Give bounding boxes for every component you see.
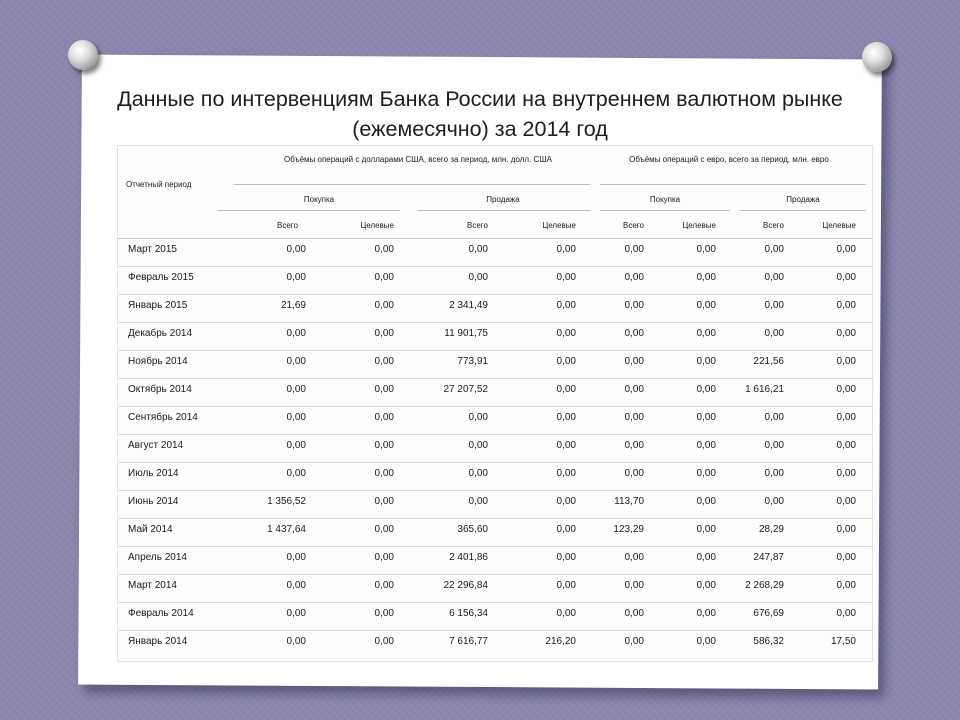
value-cell: 0,00 [556, 356, 576, 367]
value-cell: 0,00 [286, 636, 306, 647]
header-divider [234, 184, 590, 185]
value-cell: 0,00 [836, 440, 856, 451]
period-cell: Октябрь 2014 [128, 384, 192, 395]
row-divider [118, 266, 872, 267]
value-cell: 0,00 [374, 608, 394, 619]
value-cell: 0,00 [624, 580, 644, 591]
value-cell: 0,00 [696, 496, 716, 507]
value-cell: 0,00 [836, 468, 856, 479]
row-divider [118, 574, 872, 575]
value-cell: 365,60 [457, 524, 488, 535]
row-divider [118, 462, 872, 463]
value-cell: 0,00 [624, 412, 644, 423]
value-cell: 0,00 [764, 468, 784, 479]
value-cell: 2 341,49 [449, 300, 488, 311]
value-cell: 0,00 [836, 524, 856, 535]
value-cell: 0,00 [764, 244, 784, 255]
value-cell: 0,00 [836, 272, 856, 283]
value-cell: 0,00 [764, 496, 784, 507]
value-cell: 0,00 [696, 524, 716, 535]
header-bottom-rule [118, 238, 872, 239]
period-cell: Июнь 2014 [128, 496, 179, 507]
period-cell: Июль 2014 [128, 468, 179, 479]
col-total-header: Всего [467, 221, 488, 230]
row-divider [118, 630, 872, 631]
value-cell: 0,00 [836, 384, 856, 395]
value-cell: 0,00 [764, 328, 784, 339]
value-cell: 0,00 [374, 272, 394, 283]
value-cell: 0,00 [374, 300, 394, 311]
value-cell: 0,00 [374, 468, 394, 479]
header-divider [218, 210, 400, 211]
value-cell: 0,00 [624, 384, 644, 395]
value-cell: 586,32 [753, 636, 784, 647]
value-cell: 0,00 [374, 328, 394, 339]
value-cell: 0,00 [624, 272, 644, 283]
value-cell: 1 616,21 [745, 384, 784, 395]
pushpin-icon [862, 42, 892, 72]
value-cell: 0,00 [836, 244, 856, 255]
value-cell: 0,00 [374, 580, 394, 591]
value-cell: 0,00 [556, 272, 576, 283]
value-cell: 0,00 [696, 440, 716, 451]
header-divider [600, 184, 866, 185]
period-cell: Апрель 2014 [128, 552, 187, 563]
row-divider [118, 406, 872, 407]
row-divider [118, 490, 872, 491]
value-cell: 0,00 [696, 300, 716, 311]
value-cell: 0,00 [556, 524, 576, 535]
value-cell: 0,00 [624, 608, 644, 619]
period-cell: Март 2015 [128, 244, 177, 255]
period-cell: Февраль 2015 [128, 272, 194, 283]
period-cell: Май 2014 [128, 524, 173, 535]
value-cell: 123,29 [613, 524, 644, 535]
value-cell: 0,00 [286, 272, 306, 283]
value-cell: 0,00 [374, 524, 394, 535]
value-cell: 0,00 [374, 552, 394, 563]
pushpin-icon [68, 40, 98, 70]
row-divider [118, 434, 872, 435]
value-cell: 17,50 [830, 636, 856, 647]
value-cell: 6 156,34 [449, 608, 488, 619]
value-cell: 0,00 [696, 328, 716, 339]
value-cell: 2 268,29 [745, 580, 784, 591]
value-cell: 7 616,77 [449, 636, 488, 647]
value-cell: 0,00 [836, 496, 856, 507]
value-cell: 0,00 [836, 552, 856, 563]
row-divider [118, 378, 872, 379]
usd-group-header: Объёмы операций с долларами США, всего за период, млн. долл. США [284, 155, 552, 164]
value-cell: 0,00 [836, 608, 856, 619]
value-cell: 0,00 [374, 384, 394, 395]
value-cell: 27 207,52 [443, 384, 488, 395]
usd-buy-header: Покупка [303, 195, 335, 204]
value-cell: 0,00 [696, 244, 716, 255]
value-cell: 0,00 [374, 496, 394, 507]
period-cell: Февраль 2014 [128, 608, 194, 619]
value-cell: 0,00 [286, 328, 306, 339]
value-cell: 0,00 [286, 412, 306, 423]
value-cell: 0,00 [556, 580, 576, 591]
value-cell: 0,00 [624, 552, 644, 563]
value-cell: 216,20 [545, 636, 576, 647]
value-cell: 0,00 [374, 412, 394, 423]
value-cell: 0,00 [764, 272, 784, 283]
col-target-header: Целевые [360, 221, 394, 230]
value-cell: 0,00 [556, 608, 576, 619]
row-divider [118, 350, 872, 351]
period-cell: Декабрь 2014 [128, 328, 193, 339]
value-cell: 0,00 [696, 356, 716, 367]
value-cell: 0,00 [764, 300, 784, 311]
value-cell: 0,00 [696, 384, 716, 395]
col-total-header: Всего [763, 221, 784, 230]
slide-title: Данные по интервенциям Банка России на внутреннем валютном рынке (ежемесячно) за 2014 год [117, 87, 843, 141]
value-cell: 0,00 [624, 244, 644, 255]
value-cell: 0,00 [286, 580, 306, 591]
value-cell: 0,00 [764, 440, 784, 451]
value-cell: 0,00 [468, 412, 488, 423]
value-cell: 0,00 [696, 412, 716, 423]
value-cell: 0,00 [556, 384, 576, 395]
value-cell: 0,00 [374, 244, 394, 255]
value-cell: 0,00 [836, 328, 856, 339]
period-cell: Январь 2015 [128, 300, 188, 311]
period-cell: Ноябрь 2014 [128, 356, 188, 367]
value-cell: 0,00 [468, 496, 488, 507]
value-cell: 0,00 [286, 552, 306, 563]
value-cell: 0,00 [468, 440, 488, 451]
value-cell: 28,29 [758, 524, 784, 535]
value-cell: 0,00 [836, 412, 856, 423]
value-cell: 0,00 [764, 412, 784, 423]
value-cell: 0,00 [286, 356, 306, 367]
period-cell: Сентябрь 2014 [128, 412, 198, 423]
value-cell: 0,00 [556, 412, 576, 423]
period-header: Отчетный период [126, 180, 192, 189]
value-cell: 1 437,64 [267, 524, 306, 535]
period-cell: Март 2014 [128, 580, 177, 591]
value-cell: 0,00 [836, 300, 856, 311]
period-cell: Август 2014 [128, 440, 184, 451]
header-divider [418, 210, 590, 211]
value-cell: 0,00 [696, 272, 716, 283]
col-target-header: Целевые [822, 221, 856, 230]
row-divider [118, 294, 872, 295]
value-cell: 773,91 [457, 356, 488, 367]
value-cell: 0,00 [696, 580, 716, 591]
value-cell: 0,00 [468, 468, 488, 479]
value-cell: 0,00 [556, 440, 576, 451]
row-divider [118, 602, 872, 603]
value-cell: 0,00 [286, 384, 306, 395]
value-cell: 1 356,52 [267, 496, 306, 507]
value-cell: 0,00 [468, 272, 488, 283]
value-cell: 0,00 [374, 636, 394, 647]
value-cell: 0,00 [624, 440, 644, 451]
value-cell: 0,00 [836, 580, 856, 591]
row-divider [118, 322, 872, 323]
value-cell: 0,00 [286, 244, 306, 255]
value-cell: 0,00 [836, 356, 856, 367]
value-cell: 0,00 [556, 300, 576, 311]
value-cell: 0,00 [556, 244, 576, 255]
value-cell: 0,00 [374, 440, 394, 451]
interventions-table [117, 145, 873, 662]
period-cell: Январь 2014 [128, 636, 188, 647]
value-cell: 22 296,84 [443, 580, 488, 591]
value-cell: 113,70 [614, 496, 644, 507]
col-total-header: Всего [623, 221, 644, 230]
value-cell: 11 901,75 [444, 328, 488, 339]
value-cell: 0,00 [624, 636, 644, 647]
value-cell: 0,00 [696, 636, 716, 647]
value-cell: 0,00 [624, 300, 644, 311]
value-cell: 0,00 [624, 328, 644, 339]
value-cell: 0,00 [286, 608, 306, 619]
value-cell: 0,00 [696, 552, 716, 563]
header-divider [600, 210, 730, 211]
value-cell: 0,00 [696, 468, 716, 479]
value-cell: 0,00 [374, 356, 394, 367]
value-cell: 2 401,86 [449, 552, 488, 563]
row-divider [118, 518, 872, 519]
eur-group-header: Объёмы операций с евро, всего за период, млн. евро [629, 155, 829, 164]
value-cell: 0,00 [624, 356, 644, 367]
value-cell: 0,00 [556, 552, 576, 563]
col-target-header: Целевые [542, 221, 576, 230]
usd-sell-header: Продажа [486, 195, 520, 204]
value-cell: 0,00 [556, 468, 576, 479]
value-cell: 0,00 [556, 496, 576, 507]
row-divider [118, 546, 872, 547]
value-cell: 0,00 [556, 328, 576, 339]
value-cell: 0,00 [624, 468, 644, 479]
eur-sell-header: Продажа [786, 195, 820, 204]
eur-buy-header: Покупка [649, 195, 681, 204]
value-cell: 0,00 [468, 244, 488, 255]
header-divider [740, 210, 866, 211]
value-cell: 0,00 [286, 468, 306, 479]
value-cell: 0,00 [286, 440, 306, 451]
value-cell: 247,87 [753, 552, 784, 563]
col-total-header: Всего [277, 221, 298, 230]
value-cell: 0,00 [696, 608, 716, 619]
value-cell: 676,69 [753, 608, 784, 619]
value-cell: 21,69 [280, 300, 306, 311]
value-cell: 221,56 [753, 356, 784, 367]
col-target-header: Целевые [682, 221, 716, 230]
